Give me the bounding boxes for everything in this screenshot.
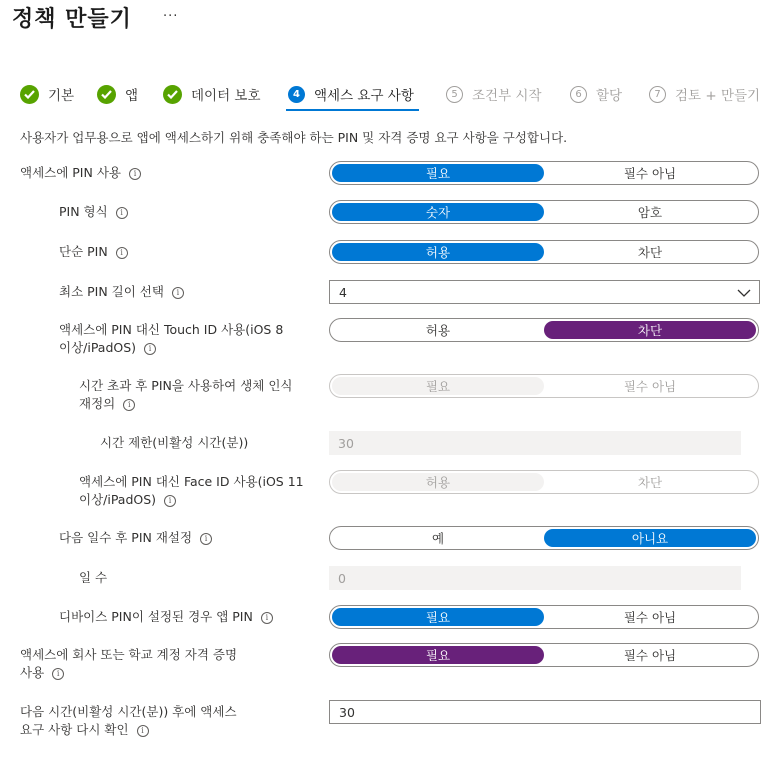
min-pin-length-dropdown[interactable] [329, 280, 760, 304]
step-data-protection[interactable] [163, 84, 261, 104]
pin-type-toggle[interactable] [329, 200, 759, 224]
device-pin-label: 디바이스 PIN이 설정된 경우 앱 PIN i [59, 608, 273, 626]
checkmark-icon [163, 85, 182, 104]
checkmark-icon [20, 85, 39, 104]
info-icon[interactable]: i [129, 168, 141, 180]
step-label: 앱 [125, 88, 139, 104]
info-icon[interactable]: i [116, 247, 128, 259]
info-icon[interactable]: i [144, 343, 156, 355]
option-required[interactable]: 필요 [332, 646, 544, 664]
step-number-badge: 7 [649, 86, 666, 103]
option-yes[interactable]: 예 [431, 531, 445, 546]
option-block[interactable]: 차단 [544, 321, 756, 339]
option-not-required[interactable]: 필수 아님 [623, 610, 677, 625]
info-icon[interactable]: i [116, 207, 128, 219]
timeout-field: 30 [329, 431, 741, 455]
timeout-label: 시간 제한(비활성 시간(분)) [100, 435, 249, 450]
option-not-required[interactable]: 필수 아님 [623, 648, 677, 663]
wizard-steps [0, 84, 776, 108]
device-pin-toggle[interactable] [329, 605, 759, 629]
info-icon[interactable]: i [261, 612, 273, 624]
page-title: 정책 만들기 [12, 7, 132, 32]
simple-pin-label: 단순 PIN i [59, 243, 128, 261]
option-required[interactable]: 필요 [332, 608, 544, 626]
option-allow: 허용 [332, 473, 544, 491]
checkmark-icon [97, 85, 116, 104]
step-label: 검토 + 만들기 [675, 88, 761, 104]
chevron-down-icon [737, 286, 751, 300]
step-label: 데이터 보호 [191, 88, 261, 104]
face-id-toggle [329, 470, 759, 494]
recheck-minutes-input[interactable]: 30 [329, 700, 761, 724]
step-label: 조건부 시작 [472, 88, 542, 104]
info-icon[interactable]: i [137, 725, 149, 737]
section-description: 사용자가 업무용으로 앱에 액세스하기 위해 충족해야 하는 PIN 및 자격 증명 요구 사항을 구성합니다. [20, 130, 568, 145]
option-not-required: 필수 아님 [623, 379, 677, 394]
option-block[interactable]: 차단 [637, 245, 663, 260]
step-basics[interactable] [20, 84, 74, 104]
option-passcode[interactable]: 암호 [637, 205, 663, 220]
biometric-override-toggle [329, 374, 759, 398]
info-icon[interactable]: i [123, 399, 135, 411]
days-label: 일 수 [79, 570, 108, 585]
step-assignments[interactable] [570, 84, 622, 104]
option-allow[interactable]: 허용 [425, 323, 451, 338]
more-options-button[interactable]: ··· [163, 9, 179, 24]
step-conditional-launch[interactable] [446, 84, 542, 104]
days-field: 0 [329, 566, 741, 590]
option-required: 필요 [332, 377, 544, 395]
info-icon[interactable]: i [52, 668, 64, 680]
info-icon[interactable]: i [200, 533, 212, 545]
step-label: 기본 [48, 88, 75, 104]
info-icon[interactable]: i [164, 495, 176, 507]
biometric-override-label: 시간 초과 후 PIN을 사용하여 생체 인식 재정의 i [79, 378, 293, 411]
step-number-badge: 6 [570, 86, 587, 103]
option-allow[interactable]: 허용 [332, 243, 544, 261]
step-number-badge: 5 [446, 86, 463, 103]
work-credentials-label: 액세스에 회사 또는 학교 계정 자격 증명 사용 i [20, 647, 238, 680]
min-pin-length-label: 최소 PIN 길이 선택 i [59, 283, 184, 301]
option-block: 차단 [637, 475, 663, 490]
option-numeric[interactable]: 숫자 [332, 203, 544, 221]
recheck-label: 다음 시간(비활성 시간(분)) 후에 액세스 요구 사항 다시 확인 i [20, 704, 237, 737]
work-credentials-toggle[interactable] [329, 643, 759, 667]
dropdown-value: 4 [339, 284, 347, 300]
touch-id-toggle[interactable] [329, 318, 759, 342]
option-required[interactable]: 필요 [332, 164, 544, 182]
simple-pin-toggle[interactable] [329, 240, 759, 264]
option-not-required[interactable]: 필수 아님 [623, 166, 677, 181]
pin-type-label: PIN 형식 i [59, 203, 128, 221]
step-label: 할당 [596, 88, 623, 104]
touch-id-label: 액세스에 PIN 대신 Touch ID 사용(iOS 8 이상/iPadOS) i [59, 322, 284, 355]
active-step-underline [286, 109, 419, 111]
face-id-label: 액세스에 PIN 대신 Face ID 사용(iOS 11 이상/iPadOS) i [79, 474, 304, 507]
step-review-create[interactable] [649, 84, 760, 104]
pin-reset-label: 다음 일수 후 PIN 재설정 i [59, 529, 212, 547]
step-access-requirements[interactable] [288, 84, 414, 104]
option-no[interactable]: 아니요 [544, 529, 756, 547]
info-icon[interactable]: i [172, 287, 184, 299]
pin-access-toggle[interactable] [329, 161, 759, 185]
step-label: 액세스 요구 사항 [314, 88, 414, 104]
pin-reset-toggle[interactable] [329, 526, 759, 550]
step-apps[interactable] [97, 84, 138, 104]
step-number-badge: 4 [288, 86, 305, 103]
pin-access-label: 액세스에 PIN 사용 i [20, 164, 141, 182]
